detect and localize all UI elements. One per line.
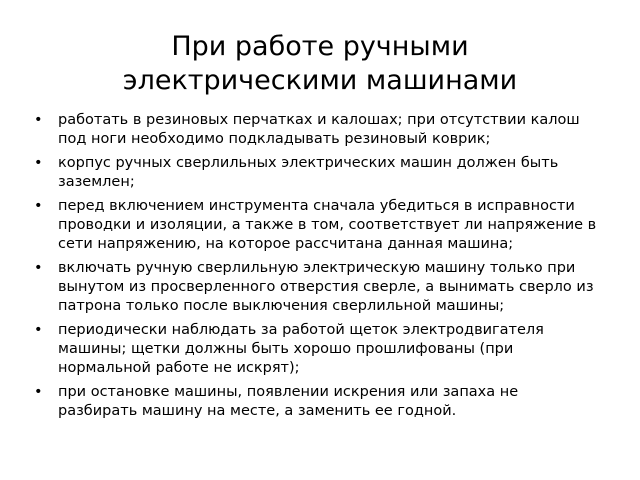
list-item-text: работать в резиновых перчатках и калошах; при отсутствии калош под ноги необходимо подкладывать резиновый коврик; [58,112,580,147]
list-item [30,321,600,378]
bullet-icon: • [34,384,43,400]
list-item [30,111,600,149]
list-item-text: при остановке машины, появлении искрения или запаха не разбирать машину на месте, а заменить ее годной. [58,384,519,419]
list-item-text: периодически наблюдать за работой щеток электродвигателя машины; щетки должны быть хорошо прошлифованы (при нормальной работе не искрят); [58,322,544,376]
bullet-list [30,111,600,426]
bullet-icon: • [34,112,43,128]
bullet-icon: • [34,155,43,171]
list-item [30,259,600,316]
bullet-icon: • [34,260,43,276]
slide-title-line-2: электрическими машинами [122,65,518,96]
bullet-icon: • [34,198,43,214]
list-item [30,383,600,421]
list-item-text: включать ручную сверлильную электрическую машину только при вынутом из просверленного отверстия сверле, а вынимать сверло из патрона только после выключения сверлильной машины; [58,260,594,314]
list-item-text: перед включением инструмента сначала убедиться в исправности проводки и изоляции, а также в том, соответствует ли напряжение в сети напряжению, на которое рассчитана данная машина; [58,198,597,252]
slide-title-line-1: При работе ручными [171,31,469,62]
list-item [30,197,600,254]
bullet-icon: • [34,322,43,338]
slide-title [40,30,600,98]
list-item-text: корпус ручных сверлильных электрических машин должен быть заземлен; [58,155,559,190]
list-item [30,154,600,192]
